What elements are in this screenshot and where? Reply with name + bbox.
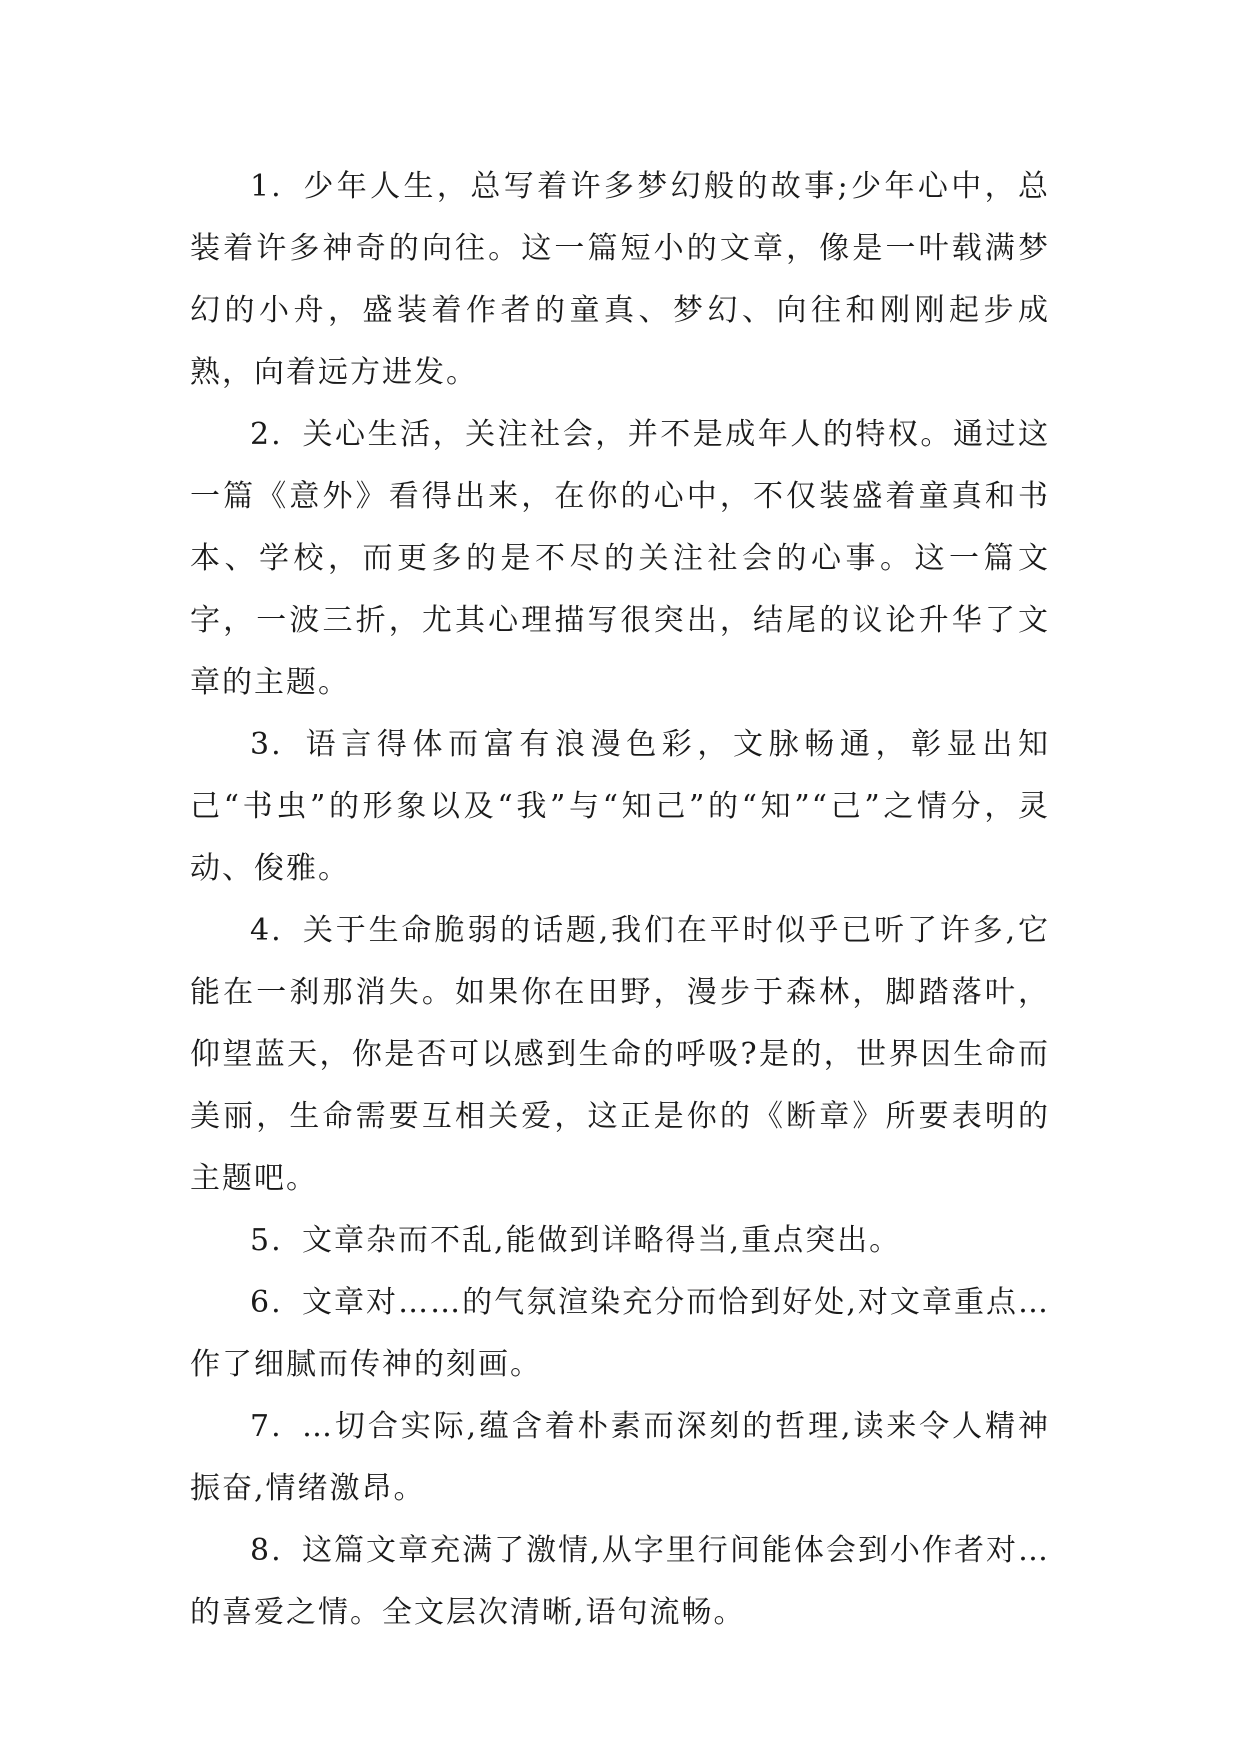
- paragraph-number: 5.: [250, 1223, 283, 1258]
- comment-paragraph-2: [190, 404, 1050, 714]
- paragraph-number: 6.: [250, 1285, 283, 1320]
- paragraph-text: 语言得体而富有浪漫色彩，文脉畅通，彰显出知己“书虫”的形象以及“我”与“知己”的“知”“己”之情分，灵动、俊雅。: [190, 727, 1050, 886]
- paragraph-number: 1.: [250, 169, 283, 204]
- comment-paragraph-1: [190, 156, 1050, 404]
- paragraph-text: 关心生活，关注社会，并不是成年人的特权。通过这一篇《意外》看得出来，在你的心中，不仅装盛着童真和书本、学校，而更多的是不尽的关注社会的心事。这一篇文字，一波三折，尤其心理描写很突出，结尾的议论升华了文章的主题。: [190, 417, 1050, 700]
- comment-paragraph-4: [190, 900, 1050, 1210]
- paragraph-text: 文章杂而不乱,能做到详略得当,重点突出。: [302, 1223, 902, 1258]
- paragraph-text: 少年人生，总写着许多梦幻般的故事;少年心中，总装着许多神奇的向往。这一篇短小的文章，像是一叶载满梦幻的小舟，盛装着作者的童真、梦幻、向往和刚刚起步成熟，向着远方进发。: [190, 169, 1050, 390]
- paragraph-number: 4.: [250, 913, 283, 948]
- paragraph-text: …切合实际,蕴含着朴素而深刻的哲理,读来令人精神振奋,情绪激昂。: [190, 1409, 1050, 1506]
- comment-paragraph-3: [190, 714, 1050, 900]
- paragraph-text: 关于生命脆弱的话题,我们在平时似乎已听了许多,它能在一刹那消失。如果你在田野，漫步于森林，脚踏落叶，仰望蓝天，你是否可以感到生命的呼吸?是的，世界因生命而美丽，生命需要互相关爱，这正是你的《断章》所要表明的主题吧。: [190, 913, 1050, 1196]
- comment-paragraph-7: [190, 1396, 1050, 1520]
- comment-paragraph-5: [190, 1210, 1050, 1272]
- paragraph-number: 3.: [250, 727, 283, 762]
- comment-paragraph-8: [190, 1520, 1050, 1644]
- paragraph-text: 这篇文章充满了激情,从字里行间能体会到小作者对…的喜爱之情。全文层次清晰,语句流畅。: [190, 1533, 1050, 1630]
- paragraph-number: 2.: [250, 417, 283, 452]
- comment-list: [190, 156, 1050, 1644]
- paragraph-number: 8.: [250, 1533, 283, 1568]
- paragraph-number: 7.: [250, 1409, 283, 1444]
- paragraph-text: 文章对……的气氛渲染充分而恰到好处,对文章重点…作了细腻而传神的刻画。: [190, 1285, 1050, 1382]
- comment-paragraph-6: [190, 1272, 1050, 1396]
